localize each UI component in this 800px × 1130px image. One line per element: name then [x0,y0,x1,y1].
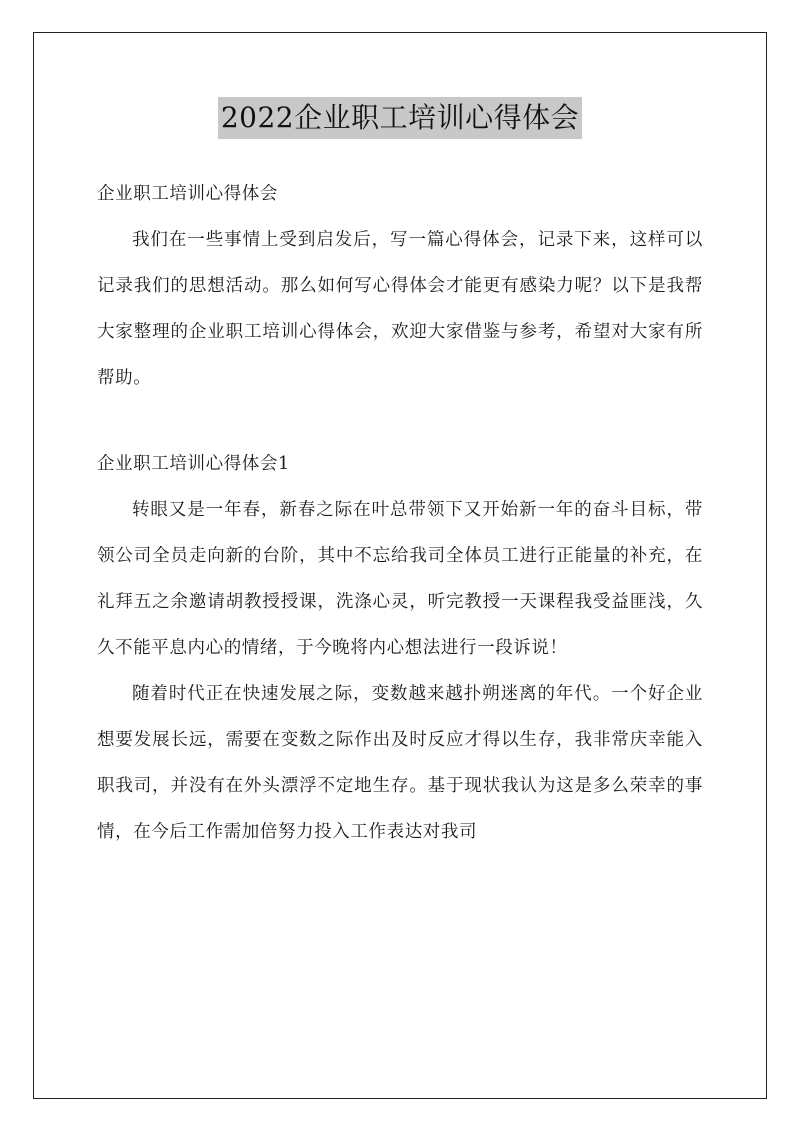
body-paragraph-1: 转眼又是一年春，新春之际在叶总带领下又开始新一年的奋斗目标，带领公司全员走向新的台阶，其中不忘给我司全体员工进行正能量的补充，在礼拜五之余邀请胡教授授课，洗涤心灵，听完教授一天课程我受益匪浅，久久不能平息内心的情绪，于今晚将内心想法进行一段诉说！ [97,500,703,658]
document-body [97,171,703,855]
body-paragraph-2: 随着时代正在快速发展之际，变数越来越扑朔迷离的年代。一个好企业想要发展长远，需要在变数之际作出及时反应才得以生存，我非常庆幸能入职我司，并没有在外头漂浮不定地生存。基于现状我认为这是多么荣幸的事情，在今后工作需加倍努力投入工作表达对我司 [97,684,703,842]
document-title: 2022企业职工培训心得体会 [218,97,582,139]
title-container [0,97,800,139]
section-heading: 企业职工培训心得体会1 [97,454,290,474]
intro-paragraph: 我们在一些事情上受到启发后，写一篇心得体会，记录下来，这样可以记录我们的思想活动。那么如何写心得体会才能更有感染力呢？以下是我帮大家整理的企业职工培训心得体会，欢迎大家借鉴与参考，希望对大家有所帮助。 [97,230,703,388]
section-spacer [97,401,703,441]
subtitle: 企业职工培训心得体会 [97,184,278,204]
